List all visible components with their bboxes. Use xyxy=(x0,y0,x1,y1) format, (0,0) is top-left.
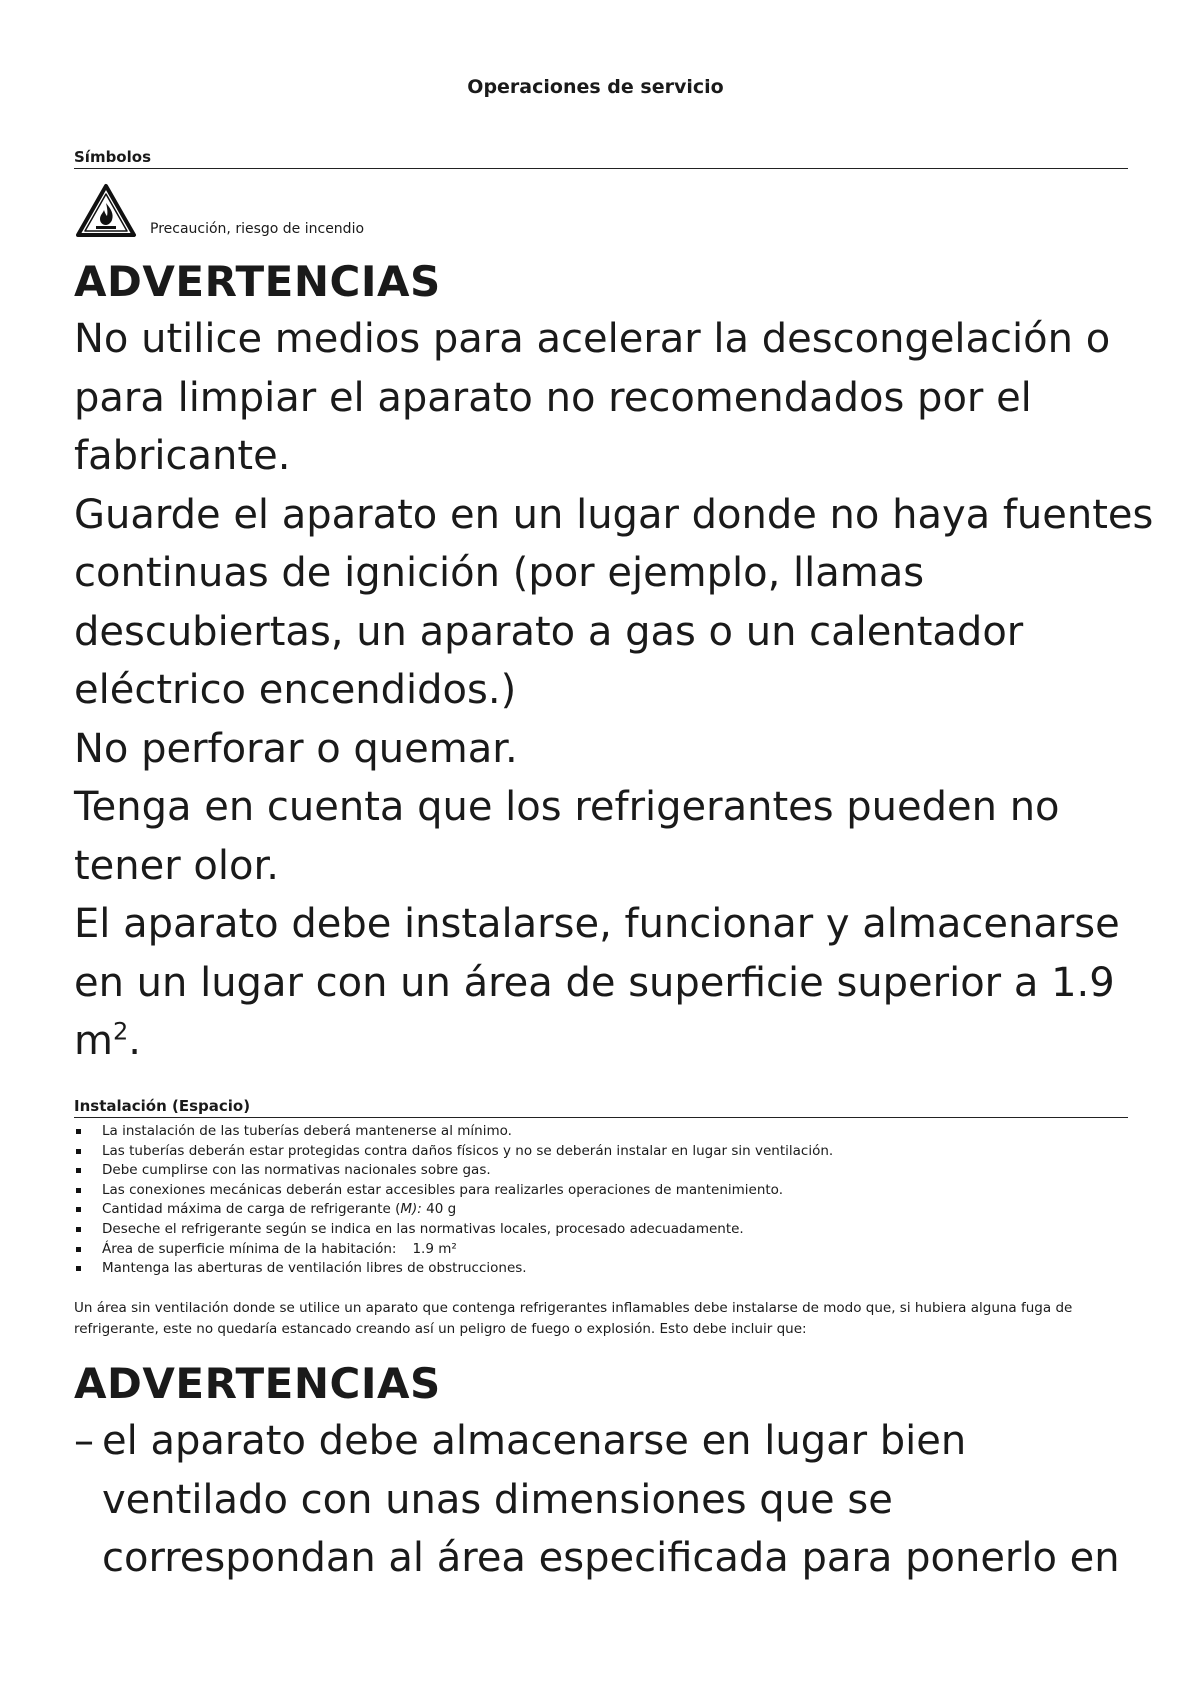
list-item: Las tuberías deberán estar protegidas contra daños físicos y no se deberán instalar en lugar sin ventilación. xyxy=(74,1142,1134,1162)
charge-value: 40 g xyxy=(426,1201,457,1218)
warning-line: descubiertas, un aparato a gas o un calentador xyxy=(74,608,1024,655)
installation-heading: Instalación (Espacio) xyxy=(74,1097,1128,1118)
warning-line-unit xyxy=(74,1012,1134,1071)
list-item: Mantenga las aberturas de ventilación libres de obstrucciones. xyxy=(74,1259,1134,1279)
list-item: Debe cumplirse con las normativas nacionales sobre gas. xyxy=(74,1161,1134,1181)
unit-exponent: 2 xyxy=(112,1017,129,1046)
list-item: Las conexiones mecánicas deberán estar accesibles para realizarles operaciones de mantenimiento. xyxy=(74,1181,1134,1201)
unit-end: . xyxy=(128,1018,141,1064)
warning-line: No perforar o quemar. xyxy=(74,725,518,772)
warning-line: eléctrico encendidos.) xyxy=(74,667,517,713)
page-title: Operaciones de servicio xyxy=(467,76,724,98)
warning-line: ventilado con unas dimensiones que se xyxy=(102,1476,893,1523)
warning-line: El aparato debe instalarse, funcionar y almacenarse xyxy=(74,901,1120,947)
warnings-block-2 xyxy=(74,1356,1134,1588)
warnings-block-1 xyxy=(74,254,1154,1071)
warning-line: No utilice medios para acelerar la descongelación o xyxy=(74,316,1111,362)
list-item: La instalación de las tuberías deberá mantenerse al mínimo. xyxy=(74,1122,1134,1142)
warning-line: correspondan al área especificada para ponerlo en xyxy=(102,1535,1120,1581)
installation-paragraph: Un área sin ventilación donde se utilice un aparato que contenga refrigerantes inflamables debe instalarse de modo que, si hubiera alguna fuga de refrigerante, este no quedaría estancado creando así un peligro de fuego o explosión. Esto debe incluir que: xyxy=(74,1300,1073,1337)
warning-line: en un lugar con un área de superficie superior a 1.9 xyxy=(74,959,1115,1006)
unit-base: m xyxy=(74,1018,113,1064)
warning-line: Tenga en cuenta que los refrigerantes pueden no xyxy=(74,784,1060,830)
warning-dash-item xyxy=(74,1412,1134,1588)
charge-variable: M): xyxy=(400,1201,422,1218)
warning-line: fabricante. xyxy=(74,433,291,479)
warning-line: continuas de ignición (por ejemplo, llamas xyxy=(74,550,925,596)
warnings-title: ADVERTENCIAS xyxy=(74,1359,441,1408)
list-item: Cantidad máxima de carga de refrigerante (M): 40 g xyxy=(74,1200,1134,1220)
symbols-heading: Símbolos xyxy=(74,148,1128,169)
list-item: Deseche el refrigerante según se indica en las normativas locales, procesado adecuadamente. xyxy=(74,1220,1134,1240)
warning-line: el aparato debe almacenarse en lugar bien xyxy=(102,1418,967,1464)
flammable-warning-icon xyxy=(75,183,137,239)
symbol-caption: Precaución, riesgo de incendio xyxy=(150,221,365,237)
list-item: Área de superficie mínima de la habitación: 1.9 m² xyxy=(74,1240,1134,1260)
dash-marker: – xyxy=(74,1418,94,1464)
warning-line: Guarde el aparato en un lugar donde no haya fuentes xyxy=(74,491,1154,538)
area-value: 1.9 m² xyxy=(412,1240,457,1257)
installation-list xyxy=(74,1122,1134,1279)
warnings-title: ADVERTENCIAS xyxy=(74,257,441,306)
warning-line: tener olor. xyxy=(74,842,279,889)
warning-line: para limpiar el aparato no recomendados por el xyxy=(74,374,1032,421)
